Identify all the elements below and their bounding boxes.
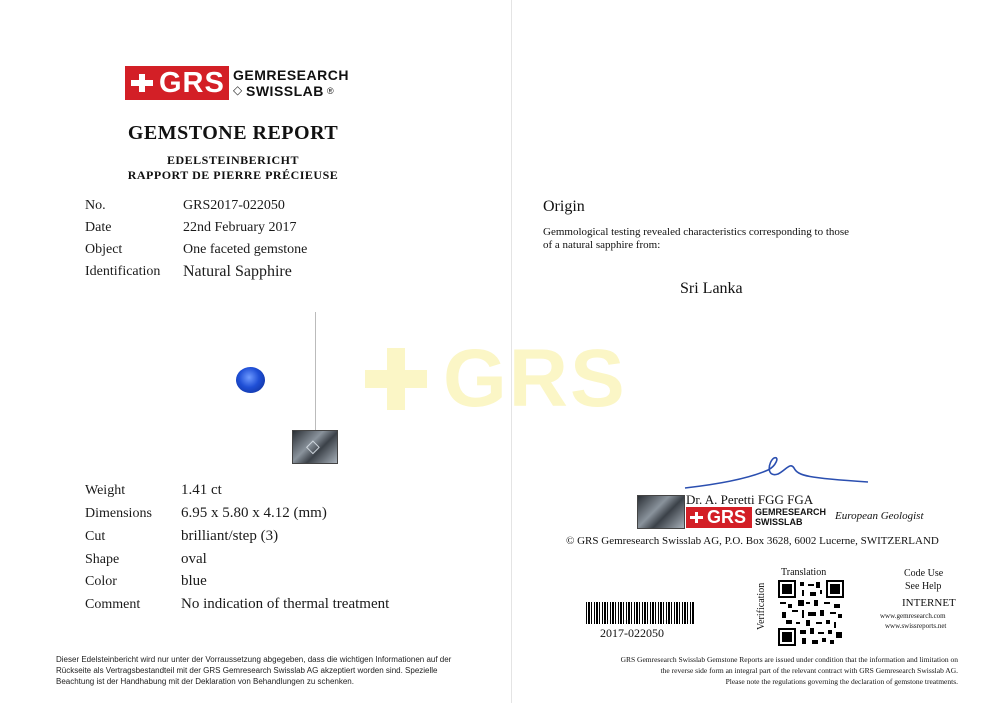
watermark-cross-icon [365,348,427,410]
prop-value-shape: oval [181,551,207,567]
left-footer-disclaimer: Dieser Edelsteinbericht wird nur unter der Vorraussetzung abgegeben, dass die wichtigen Informationen auf der Rückseite als Vertragsbestandteil mit der GRS Gemresearch Swisslab AG akzeptiert worden sind. Spezielle Beachtung ist der Handhabung mit der Deklaration von Behandlungen zu schenken. [56,655,452,686]
report-subtitle-fr: RAPPORT DE PIERRE PRÉCIEUSE [127,168,339,182]
prop-value-cut: brilliant/step (3) [181,528,279,544]
code-use-line2: See Help [905,581,942,592]
watermark-text: GRS [443,333,627,424]
field-value-object: One faceted gemstone [183,242,308,257]
grs-logo-small-line1: GEMRESEARCH [755,507,827,517]
field-value-date: 22nd February 2017 [183,220,297,235]
field-label-date: Date [85,220,112,235]
swiss-cross-small-icon [690,512,703,523]
origin-heading: Origin [543,198,585,215]
origin-text-line1: Gemmological testing revealed characteristics corresponding to those [543,226,850,238]
grs-logo-small-text: GRS [707,507,747,527]
qr-side-label: Verification [756,582,767,630]
prop-value-weight: 1.41 ct [181,482,222,498]
prop-label-shape: Shape [85,552,120,567]
swiss-cross-icon [131,74,153,92]
diamond-icon: ◇ [233,83,243,97]
prop-value-dimensions: 6.95 x 5.80 x 4.12 (mm) [181,505,327,521]
signatory-title: European Geologist [835,510,924,522]
origin-text-line2: of a natural sapphire from: [543,239,661,251]
prop-label-dimensions: Dimensions [85,506,152,521]
origin-country: Sri Lanka [680,280,743,297]
website-swissreports[interactable]: www.swissreports.net [885,622,947,630]
right-footer-line1: GRS Gemresearch Swisslab Gemstone Reports are issued under condition that the information and limitation on [620,655,958,664]
prop-label-cut: Cut [85,529,106,544]
prop-label-color: Color [85,574,117,589]
grs-logo-line2: SWISSLAB [246,83,324,99]
gemstone-photo [236,367,265,393]
prop-label-weight: Weight [85,483,126,498]
company-address: © GRS Gemresearch Swisslab AG, P.O. Box 3628, 6002 Lucerne, SWITZERLAND [566,535,939,547]
grs-logo [125,66,349,102]
prop-value-color: blue [181,573,207,589]
prop-label-comment: Comment [85,597,141,612]
grs-logo-mark [125,66,229,100]
barcode-number: 2017-022050 [600,626,664,640]
hologram-seal-right [637,495,685,529]
code-use-line1: Code Use [904,568,944,579]
report-title: GEMSTONE REPORT [127,122,339,144]
grs-watermark [365,333,645,428]
website-gemresearch[interactable]: www.gemresearch.com [880,612,946,620]
registered-mark: ® [327,86,334,96]
field-label-no: No. [85,198,106,213]
right-footer-line3: Please note the regulations governing the declaration of gemstone treatments. [725,677,958,686]
photo-pointer-line [315,312,316,432]
field-label-object: Object [85,242,123,257]
code-use-line3: INTERNET [902,597,956,609]
barcode [586,602,694,624]
grs-logo-small-line2: SWISSLAB [755,517,803,527]
hologram-diamond-icon: ◇ [306,436,320,456]
grs-logo-small [686,507,836,529]
qr-code[interactable] [778,580,844,646]
field-value-identification: Natural Sapphire [183,263,292,280]
field-label-identification: Identification [85,264,161,279]
report-subtitle-de: EDELSTEINBERICHT [166,153,300,167]
grs-logo-line1: GEMRESEARCH [233,67,349,83]
grs-logo-text: GRS [159,67,225,99]
signature-scribble [680,448,870,496]
qr-top-label: Translation [781,567,827,578]
field-value-no: GRS2017-022050 [183,198,285,213]
prop-value-comment: No indication of thermal treatment [181,596,390,612]
hologram-seal [292,430,338,464]
right-footer-line2: the reverse side form an integral part of the relevant contract with GRS Gemresearch Swisslab AG. [660,666,958,675]
signatory-name: Dr. A. Peretti FGG FGA [686,492,814,507]
grs-logo-small-mark [686,507,752,528]
